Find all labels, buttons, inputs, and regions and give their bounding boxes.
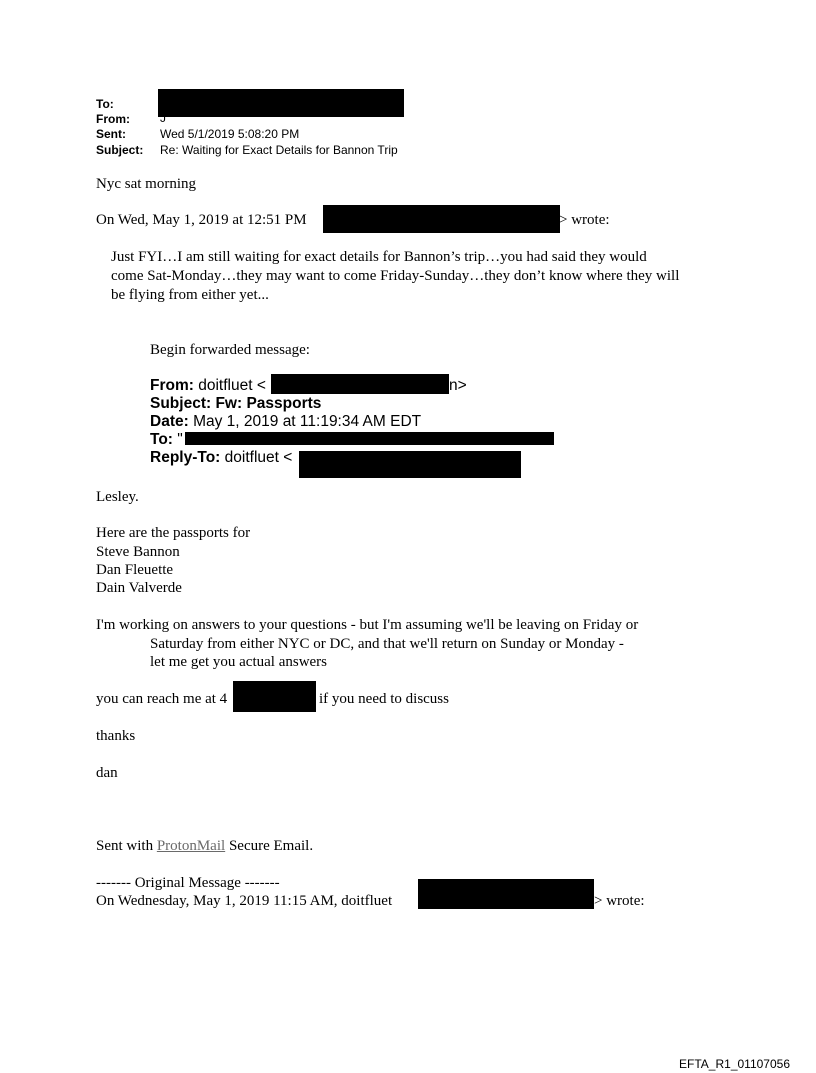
quote-intro-prefix: On Wed, May 1, 2019 at 12:51 PM [96, 212, 307, 228]
fwd-from-tail: n> [449, 377, 467, 394]
redaction-phone [233, 681, 316, 712]
quote-line-1: Just FYI…I am still waiting for exact details for Bannon’s trip…you had said they would [111, 249, 647, 265]
reply-text: Nyc sat morning [96, 176, 196, 192]
reach-suffix: if you need to discuss [319, 691, 449, 707]
salutation: Lesley. [96, 489, 139, 505]
to-label: To: [96, 97, 114, 111]
protonmail-link[interactable]: ProtonMail [156, 838, 226, 854]
fwd-from: From: doitfluet < [150, 377, 266, 394]
quote-intro-suffix: > wrote: [559, 212, 610, 228]
begin-forwarded: Begin forwarded message: [150, 342, 310, 358]
name-3: Dain Valverde [96, 580, 182, 596]
name-1: Steve Bannon [96, 544, 180, 560]
subject-label: Subject: [96, 143, 144, 157]
redaction-original-sender [418, 879, 594, 909]
thanks: thanks [96, 728, 136, 744]
sent-value: Wed 5/1/2019 5:08:20 PM [160, 127, 300, 141]
signoff: dan [96, 765, 118, 781]
fwd-replyto: Reply-To: doitfluet < [150, 449, 293, 466]
quote-line-2: come Sat-Monday…they may want to come Friday-Sunday…they don’t know where they will [111, 268, 680, 284]
para-line-2: Saturday from either NYC or DC, and that we'll return on Sunday or Monday - [150, 636, 624, 652]
original-divider: ------- Original Message ------- [96, 875, 280, 891]
doc-id: EFTA_R1_01107056 [679, 1057, 790, 1071]
redaction-to [158, 89, 404, 117]
passports-intro: Here are the passports for [96, 525, 251, 541]
fwd-subject: Subject: Fw: Passports [150, 395, 322, 412]
subject-value: Re: Waiting for Exact Details for Bannon Trip [160, 143, 398, 157]
from-value: J [160, 111, 166, 125]
sent-label: Sent: [96, 127, 126, 141]
para-line-1: I'm working on answers to your questions - but I'm assuming we'll be leaving on Friday or [96, 617, 639, 633]
redaction-fwd-replyto [299, 451, 521, 478]
name-2: Dan Fleuette [96, 562, 174, 578]
redaction-fwd-from [271, 374, 449, 394]
redaction-fwd-to [185, 432, 554, 445]
quote-line-3: be flying from either yet... [111, 287, 269, 303]
fwd-to: To: " [150, 431, 183, 448]
reach-prefix: you can reach me at 4 [96, 691, 228, 707]
para-line-3: let me get you actual answers [150, 654, 328, 670]
original-intro-prefix: On Wednesday, May 1, 2019 11:15 AM, doitfluet [96, 893, 393, 909]
from-label: From: [96, 112, 130, 126]
fwd-date: Date: May 1, 2019 at 11:19:34 AM EDT [150, 413, 422, 430]
redaction-quote-sender [323, 205, 560, 233]
sent-with: Sent with ProtonMail Secure Email. [96, 838, 314, 854]
original-intro-suffix: > wrote: [594, 893, 645, 909]
